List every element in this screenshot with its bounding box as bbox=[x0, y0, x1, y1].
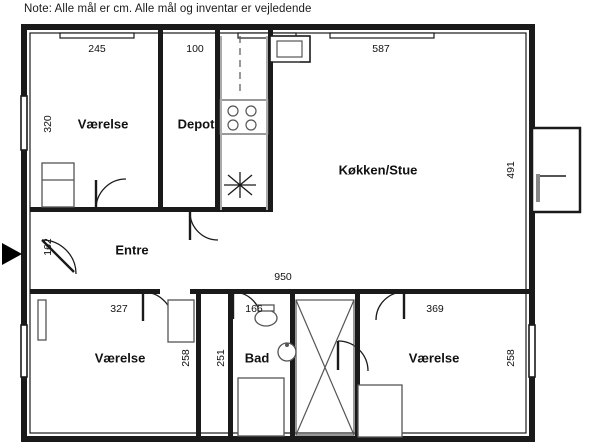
dimension-327: 327 bbox=[110, 303, 128, 315]
room-label-depot: Depot bbox=[177, 116, 215, 132]
dimension-100: 100 bbox=[186, 43, 204, 55]
dimension-166: 166 bbox=[245, 303, 263, 315]
dimension-369: 369 bbox=[426, 303, 444, 315]
exterior-windows bbox=[21, 33, 535, 377]
room-label-bad: Bad bbox=[244, 350, 270, 366]
kitchen-fixtures bbox=[220, 36, 310, 210]
room-label-vaerelse-bottom-left: Værelse bbox=[94, 350, 146, 366]
room-label-vaerelse-top-left: Værelse bbox=[77, 116, 129, 132]
dimension-491: 491 bbox=[505, 161, 517, 179]
dimension-950: 950 bbox=[274, 271, 292, 283]
dimension-320: 320 bbox=[42, 115, 54, 133]
room-label-entre: Entre bbox=[115, 242, 149, 258]
dimension-587: 587 bbox=[372, 43, 390, 55]
note-text: Note: Alle mål er cm. Alle mål og inventar er vejledende bbox=[24, 3, 312, 15]
room-label-kokken-stue: Køkken/Stue bbox=[338, 162, 418, 178]
room-label-vaerelse-bottom-right: Værelse bbox=[408, 350, 460, 366]
dimension-162: 162 bbox=[42, 238, 54, 256]
dimension-258-left: 258 bbox=[180, 349, 192, 367]
right-bay bbox=[532, 128, 580, 212]
dimension-245: 245 bbox=[88, 43, 106, 55]
outer-walls bbox=[24, 27, 532, 439]
entry-arrow-icon bbox=[2, 243, 22, 265]
dimension-258-right: 258 bbox=[505, 349, 517, 367]
dimension-251: 251 bbox=[215, 349, 227, 367]
